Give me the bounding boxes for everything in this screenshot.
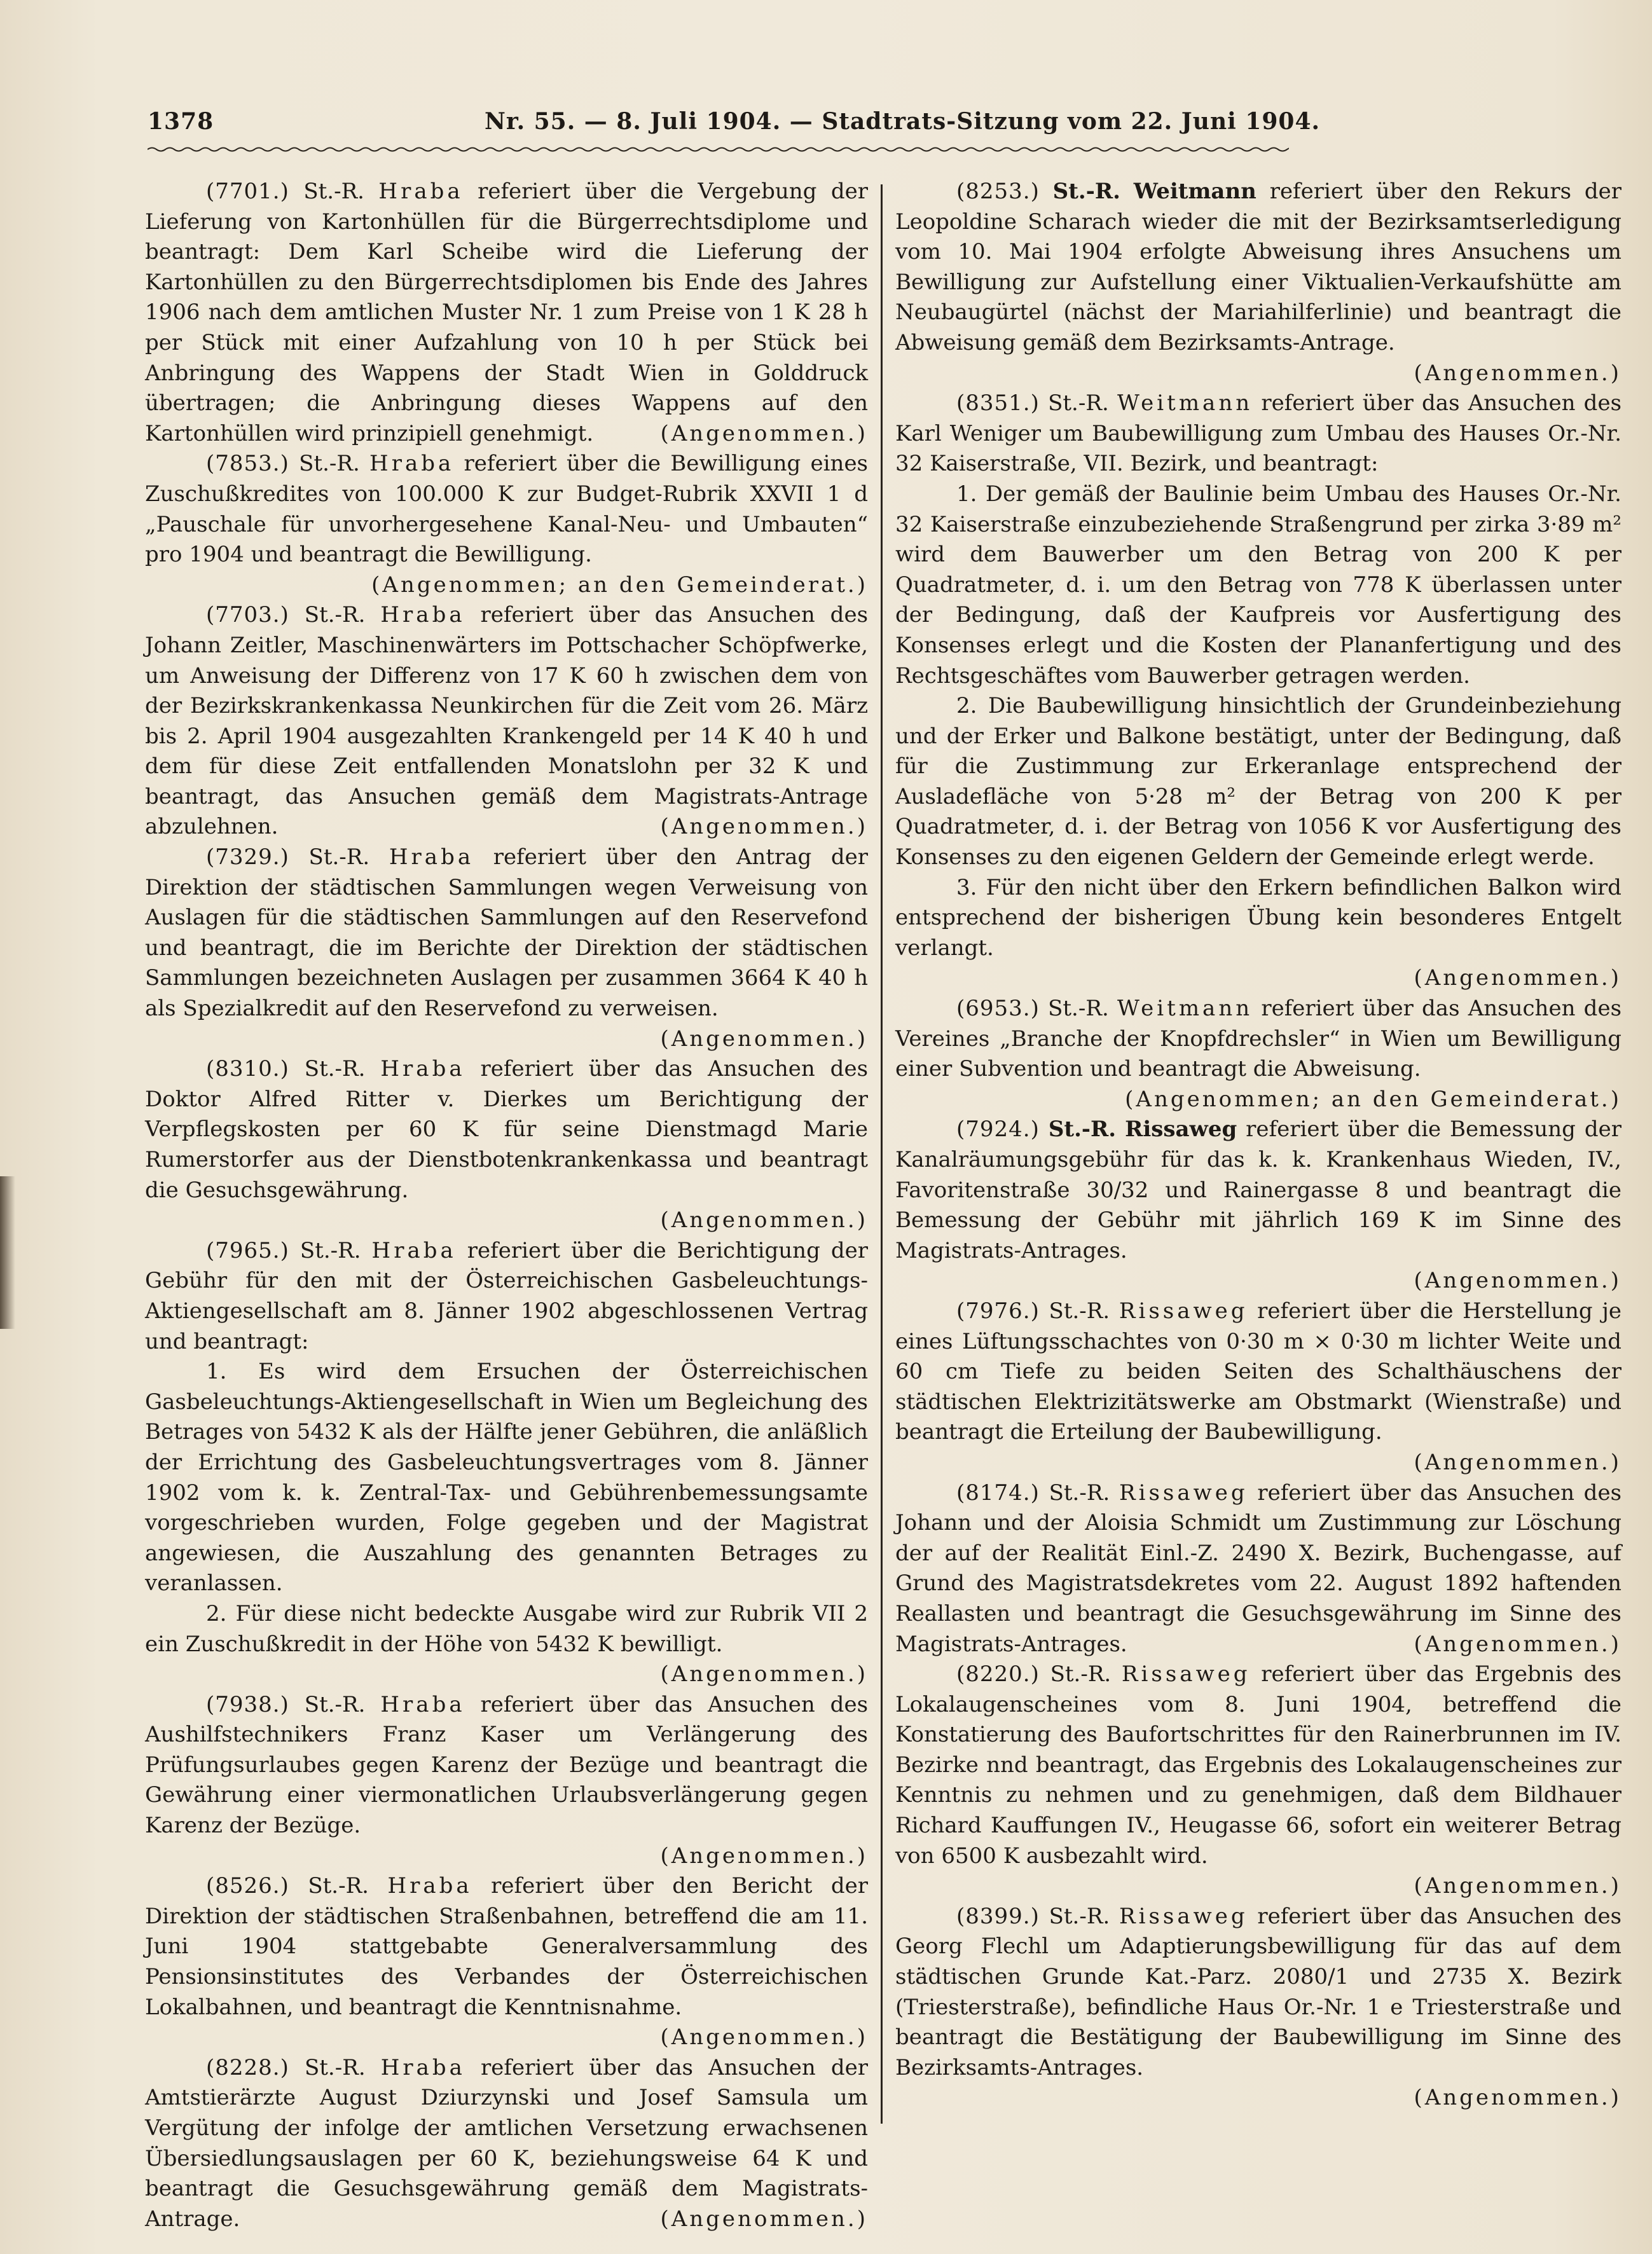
page-header <box>148 100 1321 145</box>
entry-8351-item-1: 1. Der gemäß der Baulinie beim Umbau des Hauses Or.-Nr. 32 Kaiserstraße einzubeziehende Straßengrund per zirka 3·89 m² wird dem Bauwerber um den Betrag von 200 K per Quadratmeter, d. i. um den Betrag von 778 K überlassen unter der Bedingung, daß der Kaufpreis vor Ausfertigung des Konsenses erlegt und die Kosten der Plananfertigung und des Rechtsgeschäftes vom Bauwerber getragen werden. <box>895 481 1621 689</box>
left-column <box>145 177 868 2234</box>
entry-7329: (7329.) St.-R. Hraba referiert über den Antrag der Direktion der städtischen Sammlungen wegen Verweisung von Auslagen für die städtischen Sammlungen auf den Reservefond und beantragt, die im Berichte der Direktion der städtischen Sammlungen bezeichneten Auslagen per zusammen 3664 K 40 h als Spezialkredit auf den Reservefond zu verweisen. (Angenommen.) <box>145 842 868 1024</box>
entry-8310: (8310.) St.-R. Hraba referiert über das Ansuchen des Doktor Alfred Ritter v. Dierkes um Berichtigung der Verpflegskosten per 60 K für seine Dienstmagd Marie Rumerstorfer aus der Dienstbotenkrankenkassa und beantragt die Gesuchsgewährung. <box>145 1056 869 1203</box>
entry-8351-item-3: 3. Für den nicht über den Erkern befindlichen Balkon wird entsprechend der bisherigen Übung kein besonderes Entgelt verlangt. <box>895 874 1621 961</box>
resolution: (Angenommen.) <box>660 420 868 446</box>
entry-7965: (7965.) St.-R. Hraba referiert über die Berichtigung der Gebühr für den mit der Österreichischen Gasbeleuchtungs-Aktiengesellschaft am 8. Jänner 1902 abgeschlossenen Vertrag und beantragt: <box>145 1237 868 1354</box>
binding-shadow <box>0 1176 15 1329</box>
resolution: (Angenommen.) <box>660 1843 868 1869</box>
resolution: (Angenommen; an den Gemeinderat.) <box>1125 1086 1621 1112</box>
resolution: (Angenommen.) <box>660 1207 868 1234</box>
entry-7938: (7938.) St.-R. Hraba referiert über das Ansuchen des Aushilfstechnikers Franz Kaser um Verlängerung des Prüfungsurlaubes gegen Karenz der Bezüge und beantragt die Gewährung einer viermonatlichen Urlaubsverlängerung gegen Karenz der Bezüge. <box>145 1691 869 1839</box>
right-column <box>895 177 1621 2113</box>
resolution: (Angenommen.) <box>660 1026 868 1052</box>
entry-6953: (6953.) St.-R. Weitmann referiert über das Ansuchen des Vereines „Branche der Knopfdrechsler“ in Wien um Bewilligung einer Subvention und beantragt die Abweisung. <box>895 996 1622 1082</box>
resolution: (Angenommen.) <box>660 2206 868 2232</box>
entry-7965-item-1: 1. Es wird dem Ersuchen der Österreichischen Gasbeleuchtungs-Aktiengesellschaft in Wien um Begleichung des Betrages von 5432 K als der Hälfte jener Gebühren, die anläßlich der Errichtung des Gasbeleuchtungsvertrages vom 8. Jänner 1902 vom k. k. Zentral-Tax- und Gebührenbemessungsamte vorgeschrieben wurden, Folge gegeben und der Magistrat angewiesen, die Auszahlung des genannten Betrages zu veranlassen. <box>145 1359 868 1597</box>
resolution: (Angenommen.) <box>1414 360 1621 386</box>
resolution: (Angenommen.) <box>1414 1449 1621 1475</box>
entry-8399: (8399.) St.-R. Rissaweg referiert über das Ansuchen des Georg Flechl um Adaptierungsbewilligung für das auf dem städtischen Grunde Kat.-Parz. 2080/1 und 2735 X. Bezirk (Triesterstraße), befindliche Haus Or.-Nr. 1 e Triesterstraße und beantragt die Bestätigung der Baubewilligung im Sinne des Bezirksamts-Antrages. <box>895 1903 1622 2080</box>
entry-8351: (8351.) St.-R. Weitmann referiert über das Ansuchen des Karl Weniger um Baubewilligung zum Umbau des Hauses Or.-Nr. 32 Kaiserstraße, VII. Bezirk, und beantragt: <box>895 390 1622 477</box>
entry-7924: (7924.) St.-R. Rissaweg referiert über die Bemessung der Kanalräumungsgebühr für das k. k. Krankenhaus Wieden, IV., Favoritenstraße 30/32 und Rainergasse 8 und beantragt die Bemessung der Gebühr mit jährlich 169 K im Sinne des Magistrats-Antrages. <box>895 1117 1621 1263</box>
resolution: (Angenommen.) <box>1414 1268 1621 1294</box>
issue-line: Nr. 55. — 8. Juli 1904. — Stadtrats-Sitzung vom 22. Juni 1904. <box>485 108 1321 135</box>
entry-7703: (7703.) St.-R. Hraba referiert über das Ansuchen des Johann Zeitler, Maschinenwärters im Pottschacher Schöpfwerke, um Anweisung der Differenz von 17 K 60 h zwischen dem von der Bezirkskrankenkassa Neunkirchen für die Zeit vom 26. März bis 2. April 1904 ausgezahlten Krankengeld per 14 K 40 h und dem für diese Zeit entfallenden Monatslohn per 32 K und beantragt, das Ansuchen gemäß dem Magistrats-Antrage abzulehnen. (Angenommen.) <box>145 600 868 842</box>
entry-8220: (8220.) St.-R. Rissaweg referiert über das Ergebnis des Lokalaugenscheines vom 8. Juni 1904, betreffend die Konstatierung des Baufortschrittes für den Rainerbrunnen im IV. Bezirke nnd beantragt, das Ergebnis des Lokalaugenscheines zur Kenntnis zu nehmen und zu genehmigen, daß dem Bildhauer Richard Kauffungen IV., Heugasse 66, sofort ein weiterer Betrag von 6500 K ausbezahlt wird. <box>895 1661 1622 1869</box>
resolution: (Angenommen.) <box>1414 1631 1621 1657</box>
entry-7976: (7976.) St.-R. Rissaweg referiert über die Herstellung je eines Lüftungsschachtes von 0·30 m × 0·30 m lichter Weite und 60 cm Tiefe zu beiden Seiten des Schalthäuschens der städtischen Elektrizitätswerke am Obstmarkt (Wienstraße) und beantragt die Erteilung der Baubewilligung. (Angenommen.) <box>895 1296 1621 1448</box>
resolution: (Angenommen.) <box>1414 2085 1621 2111</box>
resolution: (Angenommen.) <box>1414 1873 1621 1899</box>
entry-7965-item-2: 2. Für diese nicht bedeckte Ausgabe wird zur Rubrik VII 2 ein Zuschußkredit in der Höhe von 5432 K bewilligt. (Angenommen.) <box>145 1599 868 1660</box>
resolution: (Angenommen.) <box>660 814 868 840</box>
entry-8526: (8526.) St.-R. Hraba referiert über den Bericht der Direktion der städtischen Straßenbahnen, betreffend die am 11. Juni 1904 stattgebabte Generalversammlung des Pensionsinstitutes des Verbandes der Österreichischen Lokalbahnen, und beantragt die Kenntnisnahme. <box>145 1873 868 2020</box>
page-number: 1378 <box>148 108 214 135</box>
resolution: (Angenommen; an den Gemeinderat.) <box>371 572 868 598</box>
header-wavy-rule <box>148 145 1289 154</box>
resolution: (Angenommen.) <box>1414 965 1621 991</box>
entry-8351-item-2: 2. Die Baubewilligung hinsichtlich der Grundeinbeziehung und der Erker und Balkone bestätigt, unter der Bedingung, daß für die Zustimmung zur Erkeranlage entsprechend der Ausladefläche von 5·28 m² der Betrag von 200 K per Quadratmeter, d. i. der Betrag von 1056 K vor Ausfertigung des Konsenses zu den eigenen Geldern der Gemeinde erlegt werde. <box>895 693 1621 870</box>
entry-8228: (8228.) St.-R. Hraba referiert über das Ansuchen der Amtstierärzte August Dziurzynski und Josef Samsula um Vergütung der infolge der amtlichen Versetzung erwachsenen Übersiedlungsauslagen per 60 K, beziehungsweise 64 K und beantragt die Gesuchsgewährung gemäß dem Magistrats-Antrage. (Angenommen.) <box>145 2053 868 2235</box>
entry-7701: (7701.) St.-R. Hraba referiert über die Vergebung der Lieferung von Kartonhüllen für die Bürgerrechtsdiplome und beantragt: Dem Karl Scheibe wird die Lieferung der Kartonhüllen zu den Bürgerrechtsdiplomen bis Ende des Jahres 1906 nach dem amtlichen Muster Nr. 1 zum Preise von 1 K 28 h per Stück mit einer Aufzahlung von 10 h per Stück bei Anbringung des Wappens der Stadt Wien in Golddruck übertragen; die Anbringung dieses Wappens auf den Kartonhüllen wird prinzipiell genehmigt. (Angenommen.) <box>145 177 868 449</box>
entry-8253: (8253.) St.-R. Weitmann referiert über den Rekurs der Leopoldine Scharach wieder die mit der Bezirksamtserledigung vom 10. Mai 1904 erfolgte Abweisung ihres Ansuchens um Bewilligung zur Aufstellung einer Viktualien-Verkaufshütte am Neubaugürtel (nächst der Mariahilferlinie) und beantragt die Abweisung gemäß dem Bezirksamts-Antrage. (Angenommen.) <box>895 177 1621 359</box>
entry-7853: (7853.) St.-R. Hraba referiert über die Bewilligung eines Zuschußkredites von 100.000 K zur Budget-Rubrik XXVII 1 d „Pauschale für unvorhergesehene Kanal-Neu- und Umbauten“ pro 1904 und beantragt die Bewilligung. <box>145 451 869 568</box>
column-divider <box>881 184 883 2124</box>
resolution: (Angenommen.) <box>660 1661 868 1687</box>
resolution: (Angenommen.) <box>660 2024 868 2051</box>
entry-8174: (8174.) St.-R. Rissaweg referiert über das Ansuchen des Johann und der Aloisia Schmidt um Zustimmung zur Löschung der auf der Realität Einl.-Z. 2490 X. Bezirk, Buchengasse, auf Grund des Magistratsdekretes vom 22. August 1892 haftenden Reallasten und beantragt die Gesuchsgewährung im Sinne des Magistrats-Antrages. (Angenommen.) <box>895 1478 1621 1660</box>
